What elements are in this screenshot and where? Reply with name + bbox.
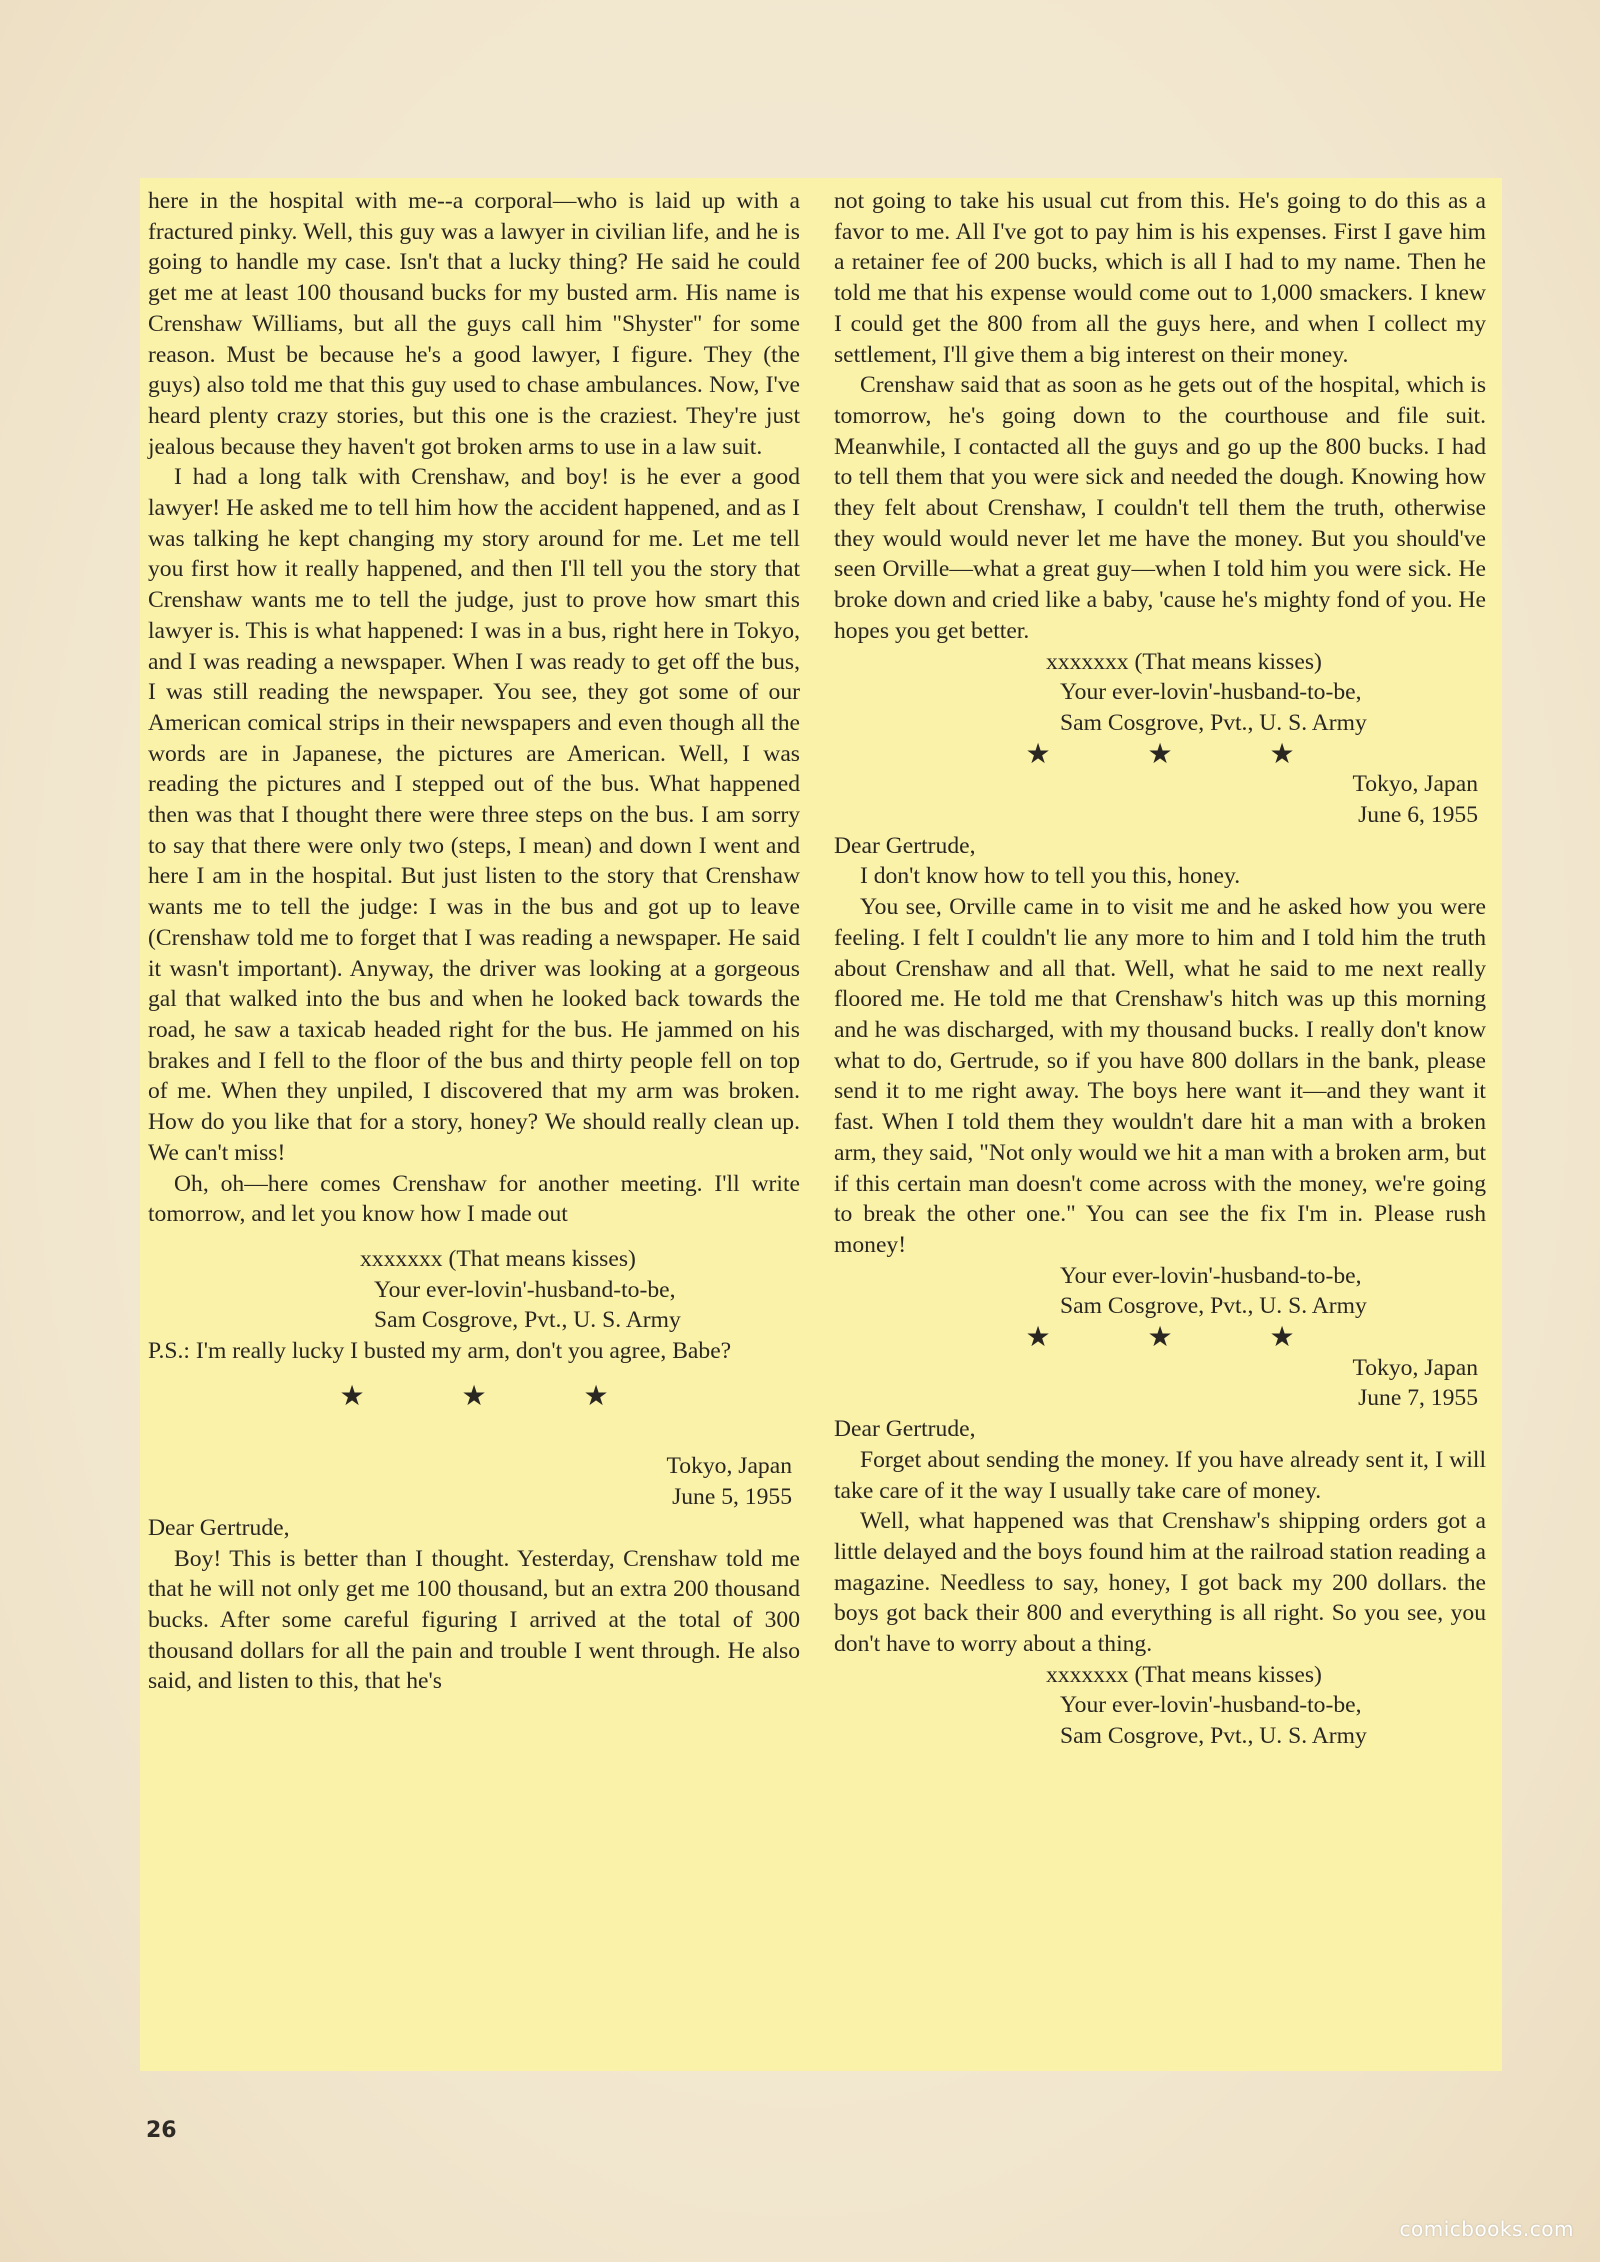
letter2-body-continued: not going to take his usual cut from this. He's going to do this as a favor to me. All I've got to pay him is his expenses. First I gave him a retainer fee of 200 bucks, which is all I had to my name. Then he told me that his expense would come out to 1,000 smackers. I knew I could get the 800 from all the guys here, and when I collect my settlement, I'll give them a big interest on their money.: [834, 188, 1486, 368]
postscript: P.S.: I'm really lucky I busted my arm, don't you agree, Babe?: [148, 1338, 732, 1365]
signature-name: Sam Cosgrove, Pvt., U. S. Army: [1060, 709, 1367, 736]
signature-name: Sam Cosgrove, Pvt., U. S. Army: [1060, 1723, 1367, 1750]
salutation: Dear Gertrude,: [148, 1514, 290, 1541]
letter1-body-continued: here in the hospital with me--a corporal—who is laid up with a fractured pinky. Well, this guy was a lawyer in civilian life, and he is going to handle my case. Isn't that a lucky thing? He said he could get me at least 100 thousand bucks for my busted arm. His name is Crenshaw Williams, but all the guys call him "Shyster" for some reason. Must be because he's a good lawyer, I figure. They (the guys) also told me that this guy used to chase ambulances. Now, I've heard plenty crazy stories, but this one is the craziest. They're just jealous because they haven't got broken arms to use in a law suit.: [148, 188, 800, 460]
salutation: Dear Gertrude,: [834, 1416, 976, 1443]
signature-kisses: xxxxxxx (That means kisses): [1046, 648, 1322, 675]
letter2-paragraph: Boy! This is better than I thought. Yesterday, Crenshaw told me that he will not only get me 100 thousand, but an extra 200 thousand bucks. After some careful figuring I arrived at the total of 300 thousand dollars for all the pain and trouble I went through. He also said, and listen to this, that he's: [148, 1545, 800, 1695]
letter3-paragraph: You see, Orville came in to visit me and he asked how you were feeling. I felt I couldn't lie any more to him and I told him the truth about Crenshaw and all that. Well, what he said to me next really floored me. He told me that Crenshaw's hitch was up this morning and he was discharged, with my thousand bucks. I really don't know what to do, Gertrude, so if you have 800 dollars in the bank, please send it to me right away. The boys here want it—and they want it fast. When I told them they wouldn't dare hit a man with a broken arm, they said, "Not only would we hit a man with a broken arm, but if this certain man doesn't come across with the money, we're going to break the other one." You can see the fix I'm in. Please rush money!: [834, 894, 1486, 1258]
dateline-place: Tokyo, Japan: [1352, 1354, 1478, 1381]
letter3-paragraph: I don't know how to tell you this, honey.: [860, 863, 1241, 890]
letter4-paragraph: Well, what happened was that Crenshaw's shipping orders got a little delayed and the boys found him at the railroad station reading a magazine. Needless to say, honey, I got back my 200 dollars. the boys got back their 800 and everything is all right. So you see, you don't have to worry about a thing.: [834, 1508, 1486, 1658]
signature-name: Sam Cosgrove, Pvt., U. S. Army: [1060, 1293, 1367, 1320]
section-divider-stars: ★ ★ ★: [1025, 1320, 1339, 1354]
right-column: [834, 186, 1486, 1752]
page-number: 26: [146, 2118, 177, 2143]
letter1-paragraph: Oh, oh—here comes Crenshaw for another meeting. I'll write tomorrow, and let you know how I made out: [148, 1170, 800, 1228]
left-column: [148, 186, 800, 1697]
watermark: comicbooks.com: [1399, 2217, 1574, 2241]
signature-closing: Your ever-lovin'-husband-to-be,: [1060, 679, 1362, 706]
signature-kisses: xxxxxxx (That means kisses): [1046, 1661, 1322, 1688]
dateline-date: June 7, 1955: [1358, 1385, 1478, 1412]
letter4-paragraph: Forget about sending the money. If you have already sent it, I will take care of it the way I usually take care of money.: [834, 1446, 1486, 1504]
signature-closing: Your ever-lovin'-husband-to-be,: [1060, 1692, 1362, 1719]
dateline-place: Tokyo, Japan: [1352, 771, 1478, 798]
signature-name: Sam Cosgrove, Pvt., U. S. Army: [374, 1307, 681, 1334]
section-divider-stars: ★ ★ ★: [339, 1378, 653, 1412]
section-divider-stars: ★ ★ ★: [1025, 736, 1339, 770]
dateline-place: Tokyo, Japan: [666, 1453, 792, 1480]
signature-closing: Your ever-lovin'-husband-to-be,: [374, 1276, 676, 1303]
salutation: Dear Gertrude,: [834, 832, 976, 859]
signature-kisses: xxxxxxx (That means kisses): [360, 1245, 636, 1272]
letter1-paragraph: I had a long talk with Crenshaw, and boy! is he ever a good lawyer! He asked me to tell him how the accident happened, and as I was talking he kept changing my story around for me. Let me tell you first how it really happened, and then I'll tell you the story that Crenshaw wants me to tell the judge, just to prove how smart this lawyer is. This is what happened: I was in a bus, right here in Tokyo, and I was reading a newspaper. When I was ready to get off the bus, I was still reading the newspaper. You see, they got some of our American comical strips in their newspapers and even though all the words are in Japanese, the pictures are American. Well, I was reading the pictures and I stepped out of the bus. What happened then was that I thought there were three steps on the bus. I am sorry to say that there were only two (steps, I mean) and down I went and here I am in the hospital. But just listen to the story that Crenshaw wants me to tell the judge: I was in the bus and got up to leave (Crenshaw told me to forget that I was reading a newspaper. He said it wasn't important). Anyway, the driver was looking at a gorgeous gal that walked into the bus and when he looked back towards the road, he saw a taxicab headed right for the bus. He jammed on his brakes and I fell to the floor of the bus and thirty people fell on top of me. When they unpiled, I discovered that my arm was broken. How do you like that for a story, honey? We should really clean up. We can't miss!: [148, 464, 800, 1166]
signature-closing: Your ever-lovin'-husband-to-be,: [1060, 1262, 1362, 1289]
letter2-paragraph: Crenshaw said that as soon as he gets out of the hospital, which is tomorrow, he's going down to the courthouse and file suit. Meanwhile, I contacted all the guys and go up the 800 bucks. I had to tell them that you were sick and needed the dough. Knowing how they felt about Crenshaw, I couldn't tell them the truth, otherwise they would would never let me have the money. But you should've seen Orville—what a great guy—when I told him you were sick. He broke down and cried like a baby, 'cause he's mighty fond of you. He hopes you get better.: [834, 372, 1486, 644]
dateline-date: June 5, 1955: [672, 1484, 792, 1511]
dateline-date: June 6, 1955: [1358, 802, 1478, 829]
